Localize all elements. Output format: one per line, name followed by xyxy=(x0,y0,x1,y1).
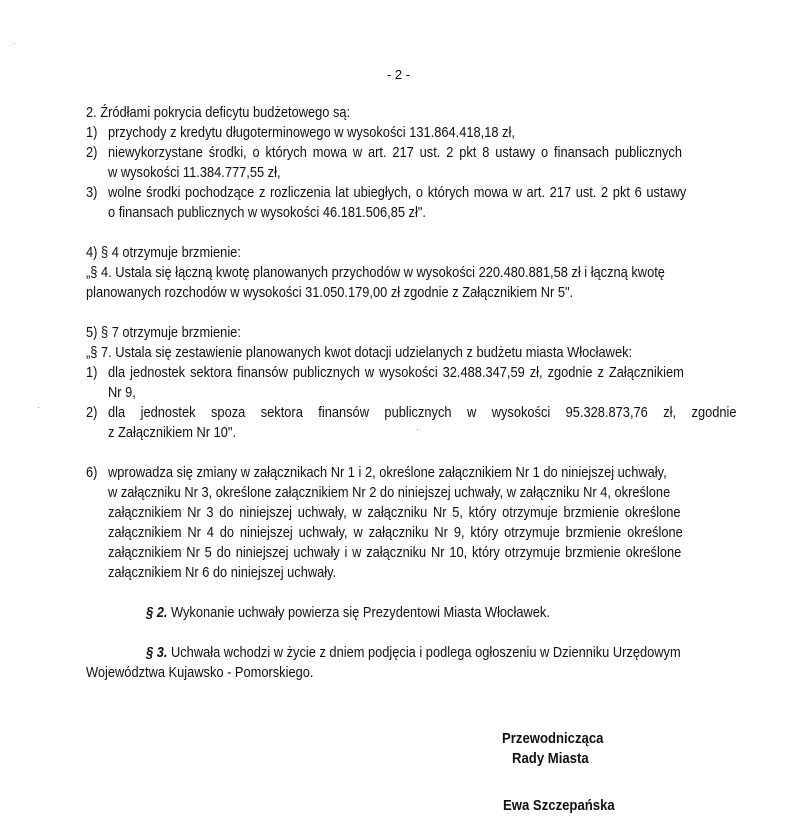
point5-item-2-line1: dla jednostek spoza sektora finansów publicznych w wysokości 95.328.873,76 zł, zgodnie xyxy=(108,405,737,421)
point5-item-2-line2: z Załącznikiem Nr 10". xyxy=(108,425,237,441)
paragraph-3-text: Uchwała wchodzi w życie z dniem podjęcia i podlega ogłoszeniu w Dzienniku Urzędowym xyxy=(167,645,681,661)
point5-intro: 5) § 7 otrzymuje brzmienie: xyxy=(86,325,241,341)
paragraph-2 xyxy=(146,604,550,622)
scan-speck xyxy=(14,43,15,44)
point4-line1: „§ 4. Ustala się łączną kwotę planowanych przychodów w wysokości 220.480.881,58 zł i łączną kwotę xyxy=(86,265,665,281)
point6-line2: w załączniku Nr 3, określone załącznikiem Nr 2 do niniejszej uchwały, w załączniku Nr 4, określone xyxy=(108,485,671,501)
point5-item-1-line2: Nr 9, xyxy=(108,385,136,401)
point6-line5: załącznikiem Nr 5 do niniejszej uchwały i w załączniku Nr 10, który otrzymuje brzmienie określone xyxy=(108,545,682,561)
scan-speck xyxy=(38,407,39,408)
paragraph-2-label: § 2. xyxy=(146,605,168,621)
sources-item-3-text-line2: o finansach publicznych w wysokości 46.181.506,85 zł". xyxy=(108,205,426,221)
signature-name: Ewa Szczepańska xyxy=(503,798,615,814)
paragraph-3 xyxy=(146,644,681,662)
point6-line6: załącznikiem Nr 6 do niniejszej uchwały. xyxy=(108,565,337,581)
sources-item-2-text-line2: w wysokości 11.384.777,55 zł, xyxy=(108,165,281,181)
point6-num: 6) xyxy=(86,465,98,481)
scan-speck xyxy=(417,429,418,430)
sources-item-1-num: 1) xyxy=(86,125,98,141)
point6-line3: załącznikiem Nr 3 do niniejszej uchwały, w załączniku Nr 5, który otrzymuje brzmienie określone xyxy=(108,505,681,521)
signature-title-line2: Rady Miasta xyxy=(512,751,589,767)
sources-item-3-num: 3) xyxy=(86,185,98,201)
point5-item-1-num: 1) xyxy=(86,365,98,381)
point5-lead: „§ 7. Ustala się zestawienie planowanych kwot dotacji udzielanych z budżetu miasta Włocławek: xyxy=(86,345,633,361)
sources-heading: 2. Źródłami pokrycia deficytu budżetowego są: xyxy=(86,105,351,121)
point5-item-1-line1: dla jednostek sektora finansów publicznych w wysokości 32.488.347,59 zł, zgodnie z Załącznikiem xyxy=(108,365,684,381)
sources-item-3-text-line1: wolne środki pochodzące z rozliczenia lat ubiegłych, o których mowa w art. 217 ust. 2 pkt 6 ustawy xyxy=(108,185,687,201)
sources-item-1-text: przychody z kredytu długoterminowego w wysokości 131.864.418,18 zł, xyxy=(108,125,515,141)
sources-item-2-num: 2) xyxy=(86,145,98,161)
sources-item-2-text-line1: niewykorzystane środki, o których mowa w art. 217 ust. 2 pkt 8 ustawy o finansach publicznych xyxy=(108,145,682,161)
point6-line4: załącznikiem Nr 4 do niniejszej uchwały, w załączniku Nr 9, który otrzymuje brzmienie określone xyxy=(108,525,683,541)
paragraph-3-continuation: Województwa Kujawsko - Pomorskiego. xyxy=(86,665,314,681)
point5-item-2-num: 2) xyxy=(86,405,98,421)
paragraph-3-label: § 3. xyxy=(146,645,168,661)
point4-line2: planowanych rozchodów w wysokości 31.050.179,00 zł zgodnie z Załącznikiem Nr 5". xyxy=(86,285,574,301)
signature-title-line1: Przewodnicząca xyxy=(502,731,604,747)
point4-intro: 4) § 4 otrzymuje brzmienie: xyxy=(86,245,241,261)
paragraph-2-text: Wykonanie uchwały powierza się Prezydentowi Miasta Włocławek. xyxy=(167,605,550,621)
page-number: - 2 - xyxy=(386,67,411,82)
point6-line1: wprowadza się zmiany w załącznikach Nr 1 i 2, określone załącznikiem Nr 1 do niniejszej uchwały, xyxy=(108,465,667,481)
